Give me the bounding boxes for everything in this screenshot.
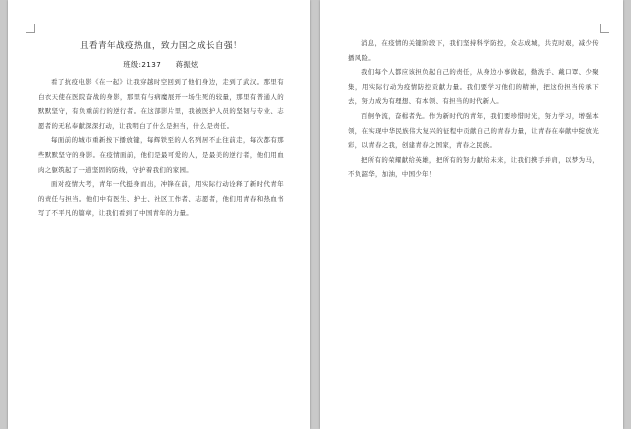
body-paragraph: 消息，在疫情的关键阶段下，我们坚持科学防控，众志成城，共克时艰，减少传播风险。 [348,39,599,62]
body-paragraph: 每面前的城市重新按下播放键，每辉铁至的人名列居不止往前走，每次都有那些默默坚守的身影。在疫情面前，他们是最可爱的人，是最美的逆行者，他们用血肉之躯筑起了一道坚固的防线，守护着我们的家园。 [38,136,284,174]
body-paragraph: 百舸争流，奋楫者先。作为新时代的青年，我们要珍惜时光，努力学习，增强本领，在实现中华民族伟大复兴的征程中贡献自己的青春力量，让青春在奉献中绽放光彩，以青春之我，创建青春之国家，青春之民族。 [348,111,599,150]
body-paragraph: 我们每个人都应该担负起自己的责任，从身边小事做起，勤洗手、戴口罩、少聚集，用实际行动为疫情防控贡献力量。我们要学习他们的精神，把这份担当传承下去，努力成为有理想、有本领、有担当的时代新人。 [348,68,599,106]
byline [38,59,284,71]
body-paragraph: 看了抗疫电影《在一起》让我穿越时空回到了他们身边，走到了武汉。那里有白衣天使在医院奋战的身影，那里有与病魔展开一场生死的较量，那里有普通人的默默坚守，有负重前行的逆行者。在这部影片里，我被医护人员的坚韧与专业、志愿者的无私奉献深深打动，让我明白了什么是担当，什么是责任。 [38,78,284,130]
class-label: 班级:2137 [123,60,162,69]
document-page-right [320,0,623,429]
page-gap [312,0,318,429]
margin-corner-mark [26,24,35,33]
body-paragraph: 面对疫情大考，青年一代挺身而出，冲锋在前，用实际行动诠释了新时代青年的责任与担当。他们中有医生、护士、社区工作者、志愿者，他们用青春和热血书写了不平凡的篇章，让我们看到了中国青年的力量。 [38,180,284,218]
margin-corner-mark [600,24,609,33]
document-title: 且看青年战疫热血，致力国之成长自强！ [80,41,242,51]
author-name: 蒋振炫 [175,60,199,69]
body-paragraph: 把所有的荣耀献给英雄，把所有的努力献给未来，让我们携手并肩，以梦为马，不负韶华，加油，中国少年！ [348,155,599,179]
document-page-left [8,0,310,429]
